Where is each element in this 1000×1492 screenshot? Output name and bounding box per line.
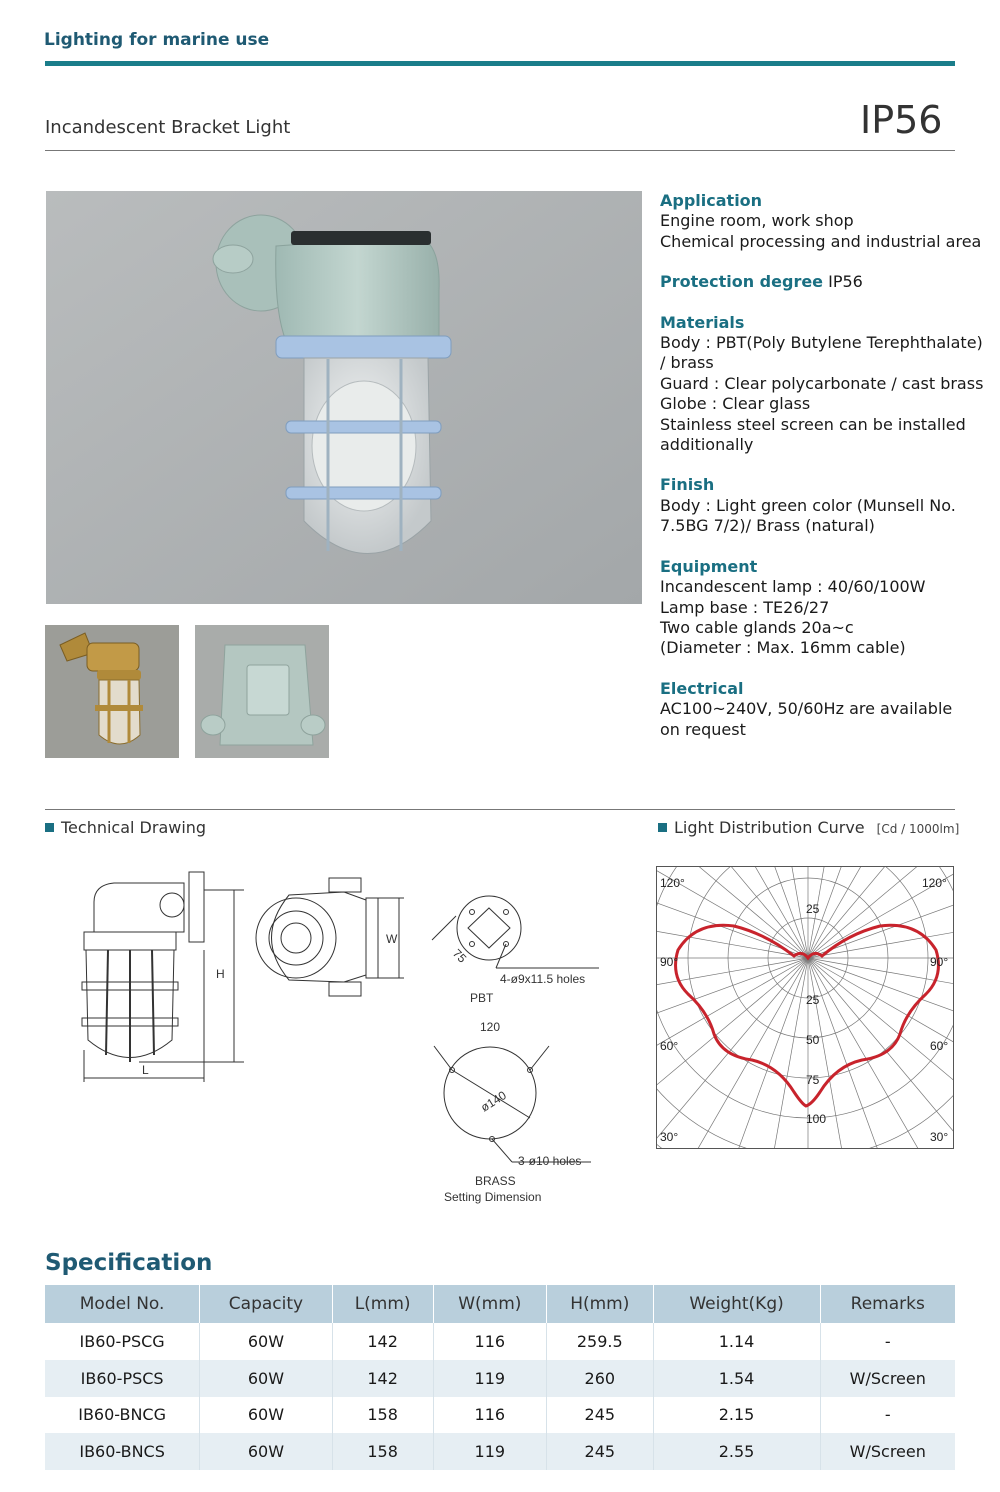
table-cell: IB60-PSCS: [45, 1360, 200, 1397]
equipment-label: Equipment: [660, 556, 758, 576]
table-cell: 259.5: [547, 1323, 654, 1360]
technical-drawing-heading: [45, 818, 206, 837]
table-cell: 2.15: [653, 1397, 820, 1434]
protection-label: Protection degree: [660, 272, 824, 292]
equipment-line: Lamp base : TE26/27: [660, 597, 830, 617]
brass-dia: ø140: [478, 1088, 509, 1115]
brass-base: [434, 1046, 591, 1162]
materials-line: / brass: [660, 353, 714, 373]
column-header: Capacity: [200, 1285, 332, 1323]
finish-line: 7.5BG 7/2)/ Brass (natural): [660, 516, 875, 536]
finish-block: [660, 475, 970, 536]
table-cell: 60W: [200, 1397, 332, 1434]
radial-label: 75: [806, 1073, 820, 1087]
product-photo: [46, 191, 642, 604]
angle-label: 30°: [660, 1130, 679, 1144]
column-header: Remarks: [820, 1285, 955, 1323]
top-view: [256, 878, 404, 996]
application-block: [660, 191, 982, 252]
equipment-line: Two cable glands 20a~c: [660, 617, 854, 637]
materials-line: Globe : Clear glass: [660, 394, 811, 414]
pbt-holes: 4-ø9x11.5 holes: [500, 972, 586, 986]
protection-block: [660, 272, 970, 292]
table-cell: 1.54: [653, 1360, 820, 1397]
table-cell: IB60-PSCG: [45, 1323, 200, 1360]
materials-line: Body : PBT(Poly Butylene Terephthalate): [660, 333, 983, 353]
table-cell: IB60-BNCG: [45, 1397, 200, 1434]
table-row: [45, 1360, 955, 1397]
technical-drawing: [44, 850, 624, 1210]
table-cell: 245: [547, 1397, 654, 1434]
table-cell: 158: [332, 1397, 433, 1434]
product-name: Incandescent Bracket Light: [45, 117, 291, 138]
table-cell: 142: [332, 1323, 433, 1360]
materials-label: Materials: [660, 312, 745, 332]
finish-label: Finish: [660, 475, 715, 495]
table-row: [45, 1397, 955, 1434]
radial-label: 25: [806, 902, 820, 916]
table-cell: 60W: [200, 1360, 332, 1397]
dim-l: L: [142, 1063, 149, 1077]
application-line: Engine room, work shop: [660, 211, 854, 231]
column-header: Weight(Kg): [653, 1285, 820, 1323]
column-header: W(mm): [433, 1285, 546, 1323]
angle-label: 90°: [930, 955, 949, 969]
table-cell: IB60-BNCS: [45, 1433, 200, 1470]
brass-variant-photo: [45, 625, 179, 758]
dim-w: W: [386, 932, 398, 946]
table-header-row: [45, 1285, 955, 1323]
table-row: [45, 1433, 955, 1470]
table-cell: 119: [433, 1360, 546, 1397]
table-cell: W/Screen: [820, 1360, 955, 1397]
rear-view-photo: [195, 625, 329, 758]
materials-line: Guard : Clear polycarbonate / cast brass: [660, 373, 984, 393]
radial-label: 100: [806, 1112, 827, 1126]
light-curve-heading: [658, 818, 959, 837]
application-label: Application: [660, 191, 763, 210]
equipment-line: (Diameter : Max. 16mm cable): [660, 638, 906, 658]
equipment-line: Incandescent lamp : 40/60/100W: [660, 577, 926, 597]
light-curve-unit: [Cd / 1000lm]: [876, 822, 960, 836]
brass-top: 120: [480, 1020, 501, 1034]
protection-value: IP56: [828, 272, 863, 292]
table-cell: 2.55: [653, 1433, 820, 1470]
table-cell: -: [884, 1405, 891, 1425]
brass-label: BRASS: [475, 1174, 516, 1188]
radial-label: 25: [806, 993, 820, 1007]
materials-line: Stainless steel screen can be installed: [660, 414, 966, 434]
angle-label: 60°: [930, 1039, 949, 1053]
column-header: Model No.: [45, 1285, 200, 1323]
column-header: H(mm): [547, 1285, 654, 1323]
finish-line: Body : Light green color (Munsell No.: [660, 495, 956, 515]
light-distribution-chart: [656, 866, 954, 1149]
table-cell: 60W: [200, 1433, 332, 1470]
technical-drawing-label: Technical Drawing: [61, 818, 207, 837]
electrical-label: Electrical: [660, 678, 744, 698]
angle-label: 120°: [660, 876, 685, 890]
equipment-block: [660, 557, 970, 659]
materials-block: [660, 312, 984, 456]
ip-rating: IP56: [860, 98, 943, 142]
table-cell: 260: [547, 1360, 654, 1397]
column-header: L(mm): [332, 1285, 433, 1323]
table-cell: 245: [547, 1433, 654, 1470]
square-bullet-icon: [658, 823, 667, 832]
angle-label: 60°: [660, 1039, 679, 1053]
section-rule: [45, 809, 955, 810]
table-cell: 1.14: [653, 1323, 820, 1360]
square-bullet-icon: [45, 823, 54, 832]
pbt-label: PBT: [470, 991, 494, 1005]
table-cell: W/Screen: [820, 1433, 955, 1470]
setting-dimension: Setting Dimension: [444, 1190, 542, 1204]
electrical-line: AC100~240V, 50/60Hz are available: [660, 699, 953, 719]
pbt-dim: 75: [449, 946, 470, 966]
subtitle-rule: [45, 150, 955, 151]
electrical-line: on request: [660, 719, 746, 739]
specification-table: [45, 1285, 955, 1470]
table-cell: 158: [332, 1433, 433, 1470]
table-cell: 60W: [200, 1323, 332, 1360]
spec-panel: [660, 191, 984, 760]
materials-line: additionally: [660, 435, 754, 455]
specification-title: Specification: [45, 1250, 213, 1276]
light-curve-label: Light Distribution Curve: [674, 818, 865, 837]
table-cell: 116: [433, 1323, 546, 1360]
header-rule: [45, 61, 955, 66]
angle-label: 120°: [922, 876, 947, 890]
electrical-block: [660, 679, 970, 740]
brass-holes: 3-ø10 holes: [518, 1154, 582, 1168]
radial-label: 50: [806, 1033, 820, 1047]
table-cell: 142: [332, 1360, 433, 1397]
table-cell: -: [884, 1331, 891, 1351]
dim-h: H: [216, 967, 225, 981]
application-line: Chemical processing and industrial area: [660, 231, 982, 251]
table-cell: 119: [433, 1433, 546, 1470]
table-cell: 116: [433, 1397, 546, 1434]
category-title: Lighting for marine use: [44, 30, 270, 50]
table-row: [45, 1323, 955, 1360]
angle-label: 90°: [660, 955, 679, 969]
angle-label: 30°: [930, 1130, 949, 1144]
